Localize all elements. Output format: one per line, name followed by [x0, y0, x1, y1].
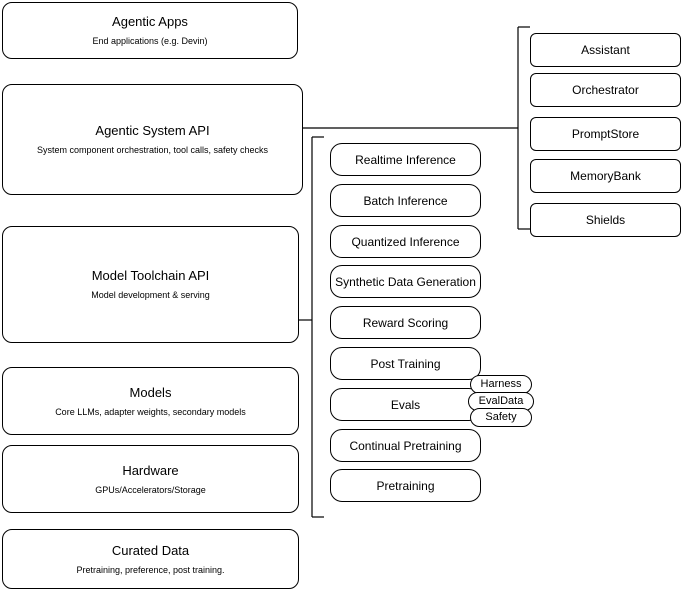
component-orchestrator[interactable]	[530, 73, 681, 107]
layer-subtitle: System component orchestration, tool calls, safety checks	[36, 145, 269, 155]
component-promptstore[interactable]	[530, 117, 681, 151]
layer-subtitle: Core LLMs, adapter weights, secondary models	[55, 406, 246, 417]
layer-title: Agentic Apps	[112, 14, 188, 29]
component-label: Reward Scoring	[362, 315, 449, 330]
component-label: Assistant	[581, 43, 630, 57]
component-batch-inference[interactable]	[330, 184, 481, 217]
component-quantized-inference[interactable]	[330, 225, 481, 258]
component-label: Evals	[390, 397, 421, 412]
component-assistant[interactable]	[530, 33, 681, 67]
component-label: MemoryBank	[570, 169, 641, 183]
component-label: Synthetic Data Generation	[335, 274, 476, 289]
component-label: Post Training	[370, 356, 441, 371]
component-label: Orchestrator	[572, 83, 639, 97]
component-label: Realtime Inference	[355, 152, 456, 167]
component-post-training[interactable]	[330, 347, 481, 380]
component-label: Batch Inference	[363, 193, 448, 208]
component-evals[interactable]	[330, 388, 481, 421]
component-memorybank[interactable]	[530, 159, 681, 193]
layer-title: Models	[129, 384, 172, 400]
component-pretraining[interactable]	[330, 469, 481, 502]
layer-hardware[interactable]	[2, 445, 299, 513]
component-label: Shields	[585, 213, 626, 227]
layer-subtitle: End applications (e.g. Devin)	[92, 36, 208, 46]
layer-title: Curated Data	[111, 542, 190, 558]
layer-agentic-apps[interactable]	[2, 2, 298, 59]
layer-subtitle: GPUs/Accelerators/Storage	[95, 484, 206, 495]
component-label: Quantized Inference	[351, 234, 460, 249]
component-label: PromptStore	[571, 127, 640, 141]
component-synthetic-data-generation[interactable]	[330, 265, 481, 298]
tag-label: Safety	[485, 411, 517, 423]
layer-curated-data[interactable]	[2, 529, 299, 589]
layer-model-toolchain-api[interactable]	[2, 226, 299, 343]
tag-label: Harness	[480, 378, 522, 390]
layer-title: Hardware	[122, 462, 179, 478]
layer-subtitle: Model development & serving	[91, 290, 210, 300]
layer-title: Agentic System API	[95, 123, 210, 138]
tag-label: EvalData	[478, 395, 524, 407]
component-realtime-inference[interactable]	[330, 143, 481, 176]
layer-agentic-system-api[interactable]	[2, 84, 303, 195]
component-continual-pretraining[interactable]	[330, 429, 481, 462]
layer-title: Model Toolchain API	[91, 268, 210, 283]
component-shields[interactable]	[530, 203, 681, 237]
layer-subtitle: Pretraining, preference, post training.	[76, 564, 225, 575]
layer-models[interactable]	[2, 367, 299, 435]
component-label: Continual Pretraining	[349, 438, 462, 453]
tag-safety[interactable]	[470, 408, 532, 427]
component-label: Pretraining	[376, 478, 435, 493]
component-reward-scoring[interactable]	[330, 306, 481, 339]
